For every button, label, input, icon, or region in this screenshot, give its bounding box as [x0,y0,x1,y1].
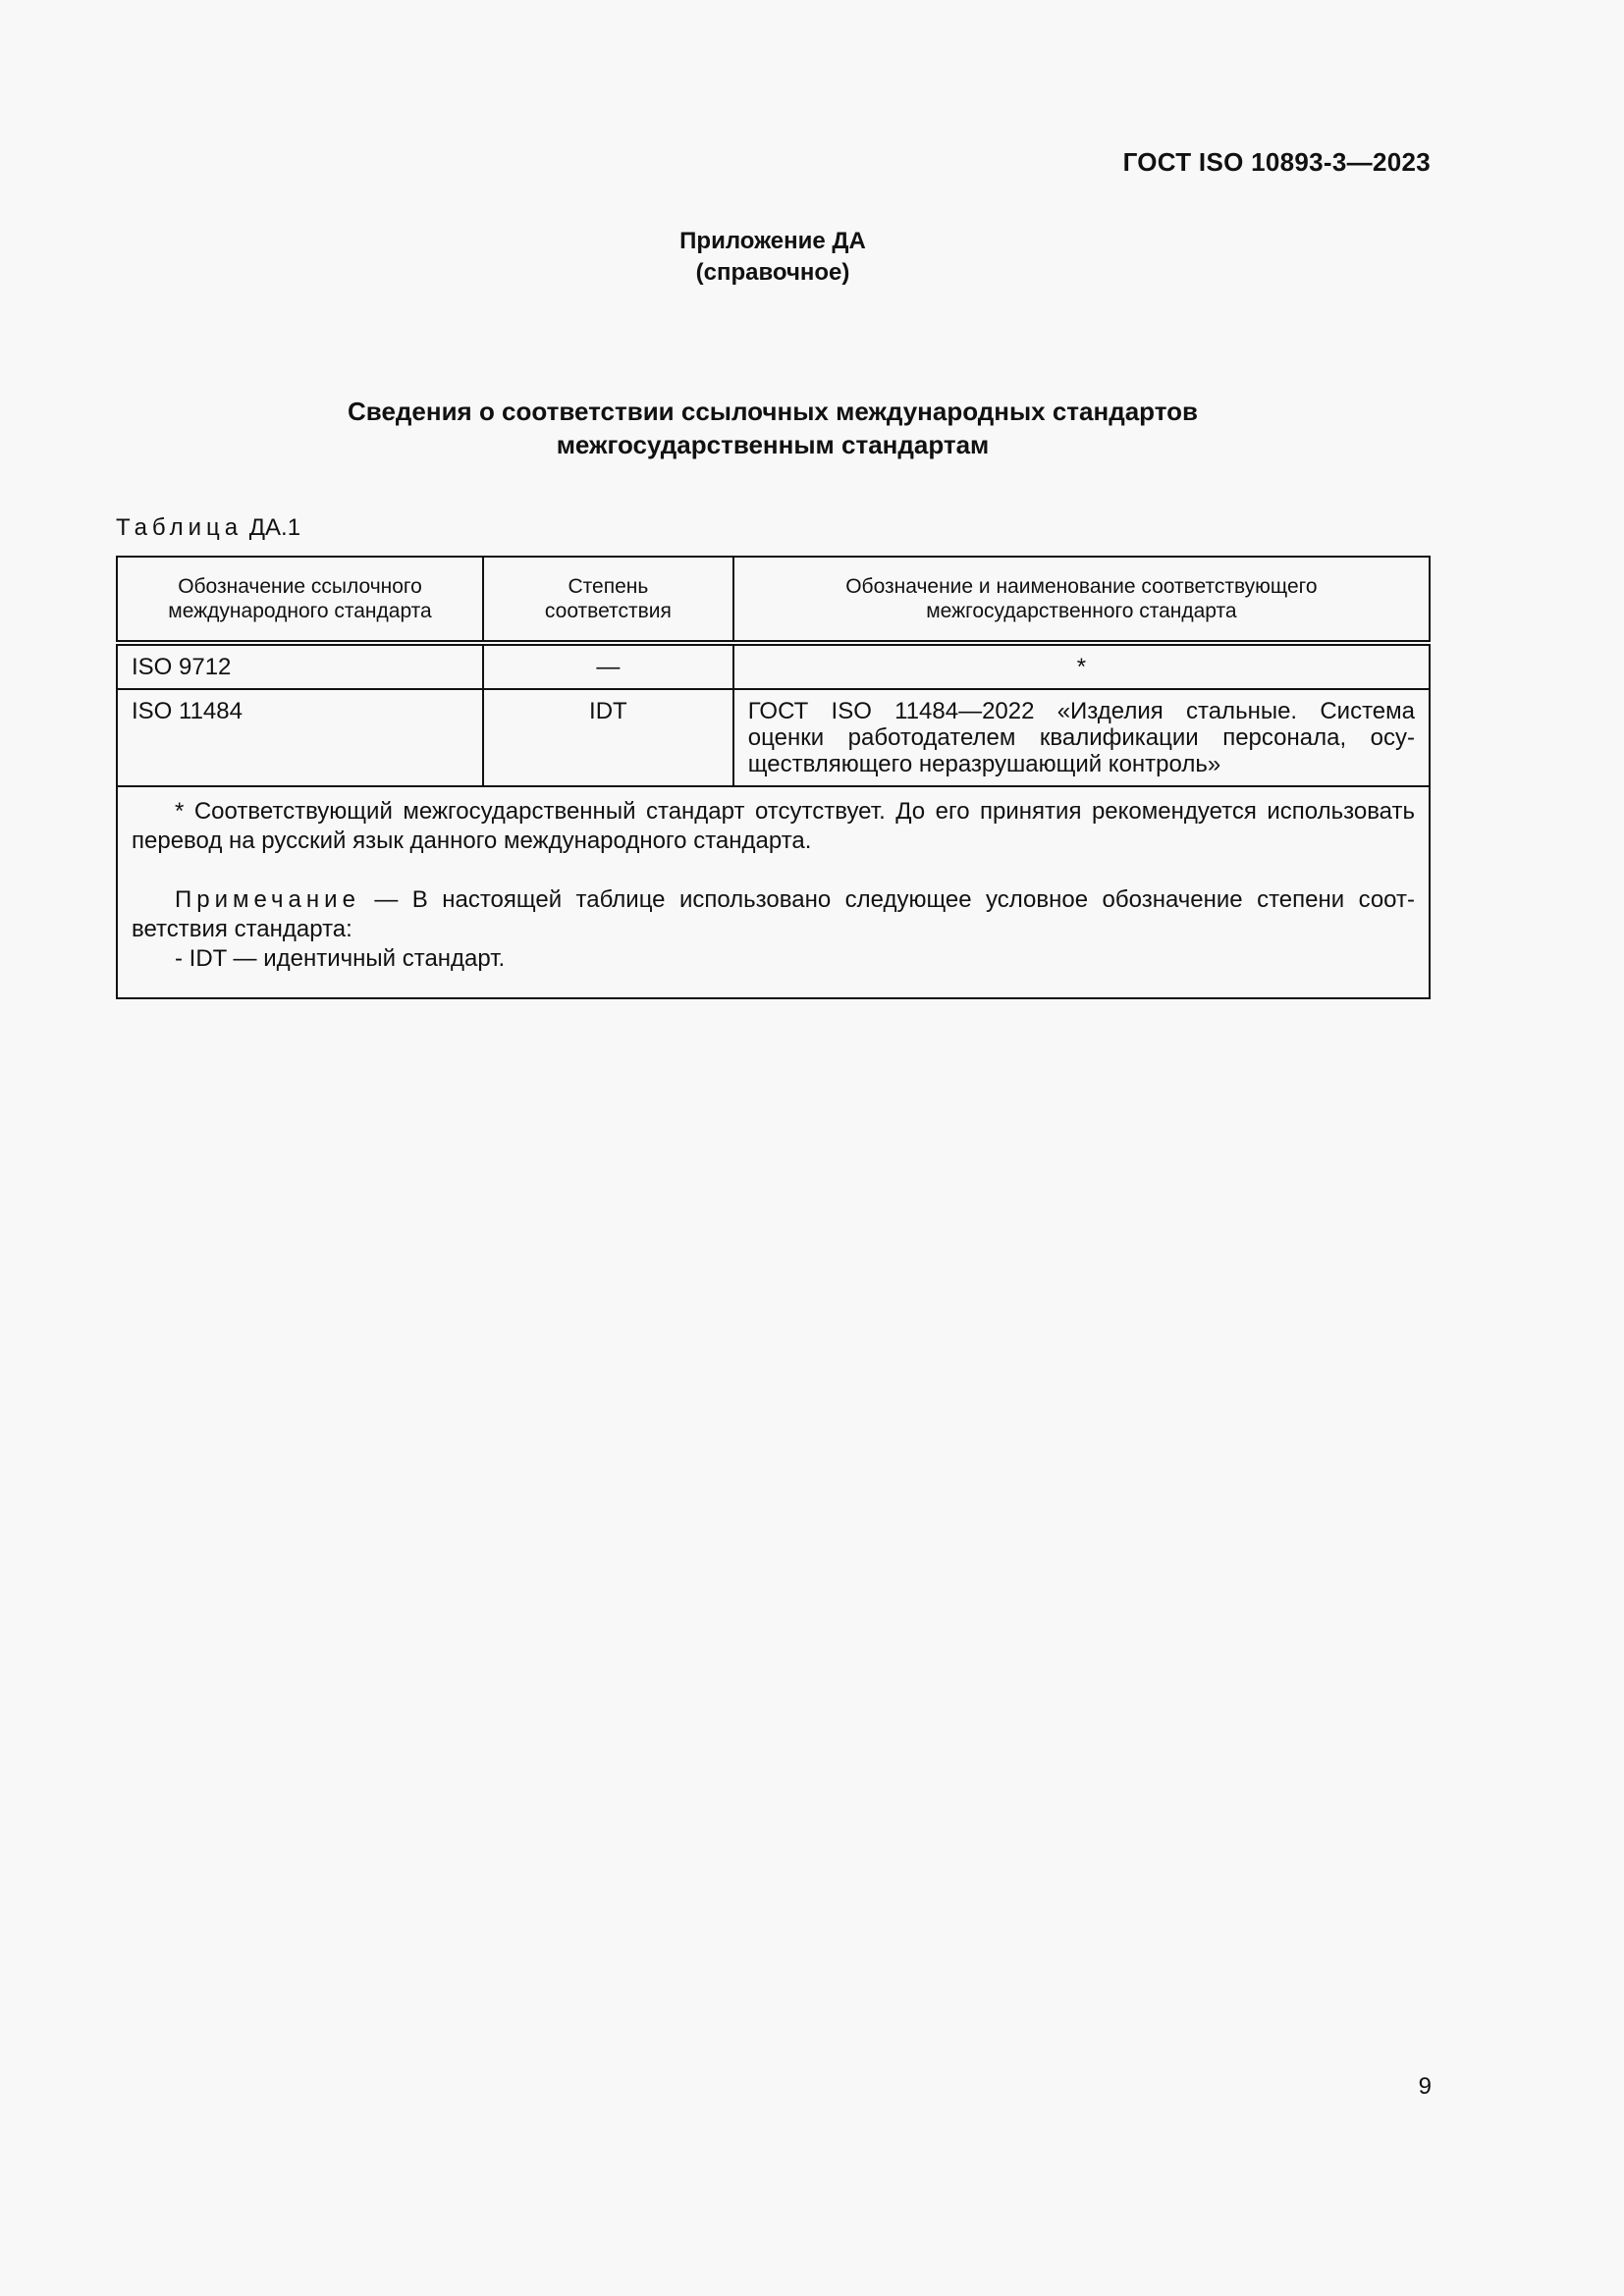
header-text: соответствия [544,600,672,622]
cell-national: ГОСТ ISO 11484—2022 «Изделия стальные. Система оценки работодателем квалификации персонала, осуществляющего неразрушающий контроль» [733,689,1430,786]
header-cell-reference [117,557,483,643]
header-cell-national [733,557,1430,643]
cell-reference: ISO 9712 [117,643,483,689]
table-header-row [117,557,1430,643]
header-cell-degree [483,557,733,643]
appendix-title: Приложение ДА [679,228,866,254]
cell-degree: — [483,643,733,689]
header-text: Обозначение ссылочного [178,575,422,598]
page-number: 9 [1418,2073,1432,2100]
table-label [116,514,300,542]
note-text: — В настоящей таблице использовано следующее условное обозначение степени соответствия стандарта: [132,886,1415,942]
table-row [117,643,1430,689]
section-title-line2: межгосударственным стандартам [556,430,990,459]
footnote-text: * Соответствующий межгосударственный стандарт отсутствует. До его принятия рекомендуется использовать перевод на русский язык данного международного стандарта. [132,798,1415,854]
table-footer-row [117,786,1430,998]
section-title [0,395,1545,461]
table-row [117,689,1430,786]
document-code: ГОСТ ISO 10893-3—2023 [1122,147,1431,177]
note-list-item: - IDT — идентичный стандарт. [175,945,506,972]
table-label-number: ДА.1 [248,514,301,541]
cell-degree: IDT [483,689,733,786]
correspondence-table [116,556,1431,999]
section-title-line1: Сведения о соответствии ссылочных международных стандартов [348,397,1198,426]
header-text: международного стандарта [168,600,432,622]
header-text: Обозначение и наименование соответствующего [845,575,1318,598]
appendix-heading [0,226,1545,289]
header-text: Степень [568,575,649,598]
appendix-subtitle: (справочное) [695,259,850,286]
table-label-word: Таблица [116,514,244,541]
cell-national: * [733,643,1430,689]
header-text: межгосударственного стандарта [926,600,1237,622]
note-paragraph [132,885,1415,944]
note-label: Примечание [175,886,360,913]
table-footnote-cell [117,786,1430,998]
cell-reference: ISO 11484 [117,689,483,786]
